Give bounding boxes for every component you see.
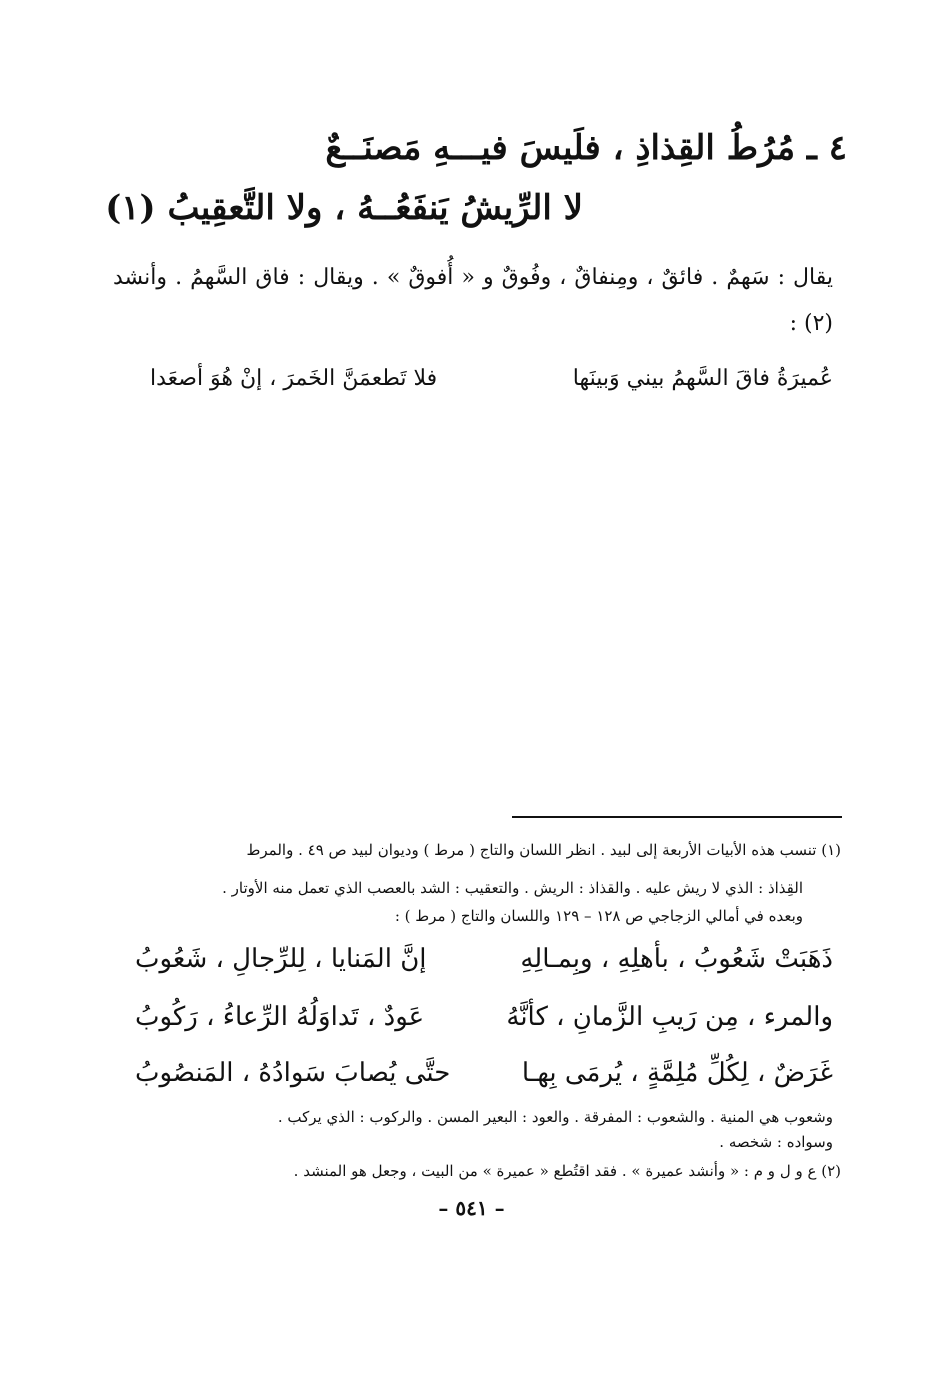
quoted-verse-second-hemistich: فلا تَطعمَنَّ الخَمرَ ، إنْ هُوَ أصعَدا: [150, 366, 438, 391]
prose-paragraph: يقال : سَهمٌ . فائقٌ ، ومِنفاقٌ ، وفُوقٌ و « أُفوقٌ » . ويقال : فاق السَّهمُ . وأنشد (٢) :: [113, 265, 833, 336]
footnote-2: (٢) ع و ل و م : « وأنشد عميرة » . فقد اقتُطع « عميرة » من البيت ، وجعل هو المنشد .: [293, 1162, 841, 1180]
gloss-line-1: وشعوب هي المنية . والشعوب : المفرقة . والعود : البعير المسن . والركوب : الذي يركب .: [277, 1108, 833, 1126]
footnote-verse-1-right: ذَهَبَتْ شَعُوبُ ، بأهلِهِ ، وبِمـالِهِ: [520, 944, 833, 974]
footnote-divider: [512, 816, 842, 818]
quoted-verse-first-hemistich: عُميرَةُ فاقَ السَّهمُ بيني وَبينَها: [572, 366, 833, 391]
footnote-1-line-1: (١) تنسب هذه الأبيات الأربعة إلى لبيد . انظر اللسان والتاج ( مرط ) وديوان لبيد ص ٤٩ . والمرط: [246, 841, 841, 859]
gloss-line-2: وسواده : شخصه .: [719, 1133, 833, 1151]
footnote-verse-3-left: حتَّى يُصابَ سَوادُهُ ، المَنصُوبُ: [135, 1058, 451, 1088]
footnote-verse-1-left: إنَّ المَنايا ، لِلرِّجالِ ، شَعُوبُ: [135, 944, 427, 974]
footnote-verse-3-right: غَرَضٌ ، لِكُلِّ مُلِمَّةٍ ، يُرمَى بِهـا: [521, 1058, 833, 1088]
verse-line-2: لا الرِّيشُ يَنفَعُــهُ ، ولا التَّعقِيبُ (١): [105, 188, 583, 228]
footnote-verse-2-right: والمرء ، مِن رَيبِ الزَّمانِ ، كأنَّهُ: [506, 1002, 833, 1032]
verse-line-1: ٤ ـ مُرُطُ القِذاذِ ، فلَيسَ فيـــهِ مَصنَــعٌ: [325, 128, 847, 168]
footnote-1-line-2: القِذاذ : الذي لا ريش عليه . والقذاذ : الريش . والتعقيب : الشد بالعصب الذي تعمل منه الأوتار .: [222, 879, 803, 897]
footnote-verse-2-left: عَودٌ ، تَداوَلُهُ الرِّعاءُ ، رَكُوبُ: [135, 1002, 425, 1032]
footnote-1-line-3: وبعده في أمالي الزجاجي ص ١٢٨ – ١٢٩ واللسان والتاج ( مرط ) :: [394, 907, 803, 925]
page-number: – ٥٤١ –: [438, 1196, 505, 1220]
